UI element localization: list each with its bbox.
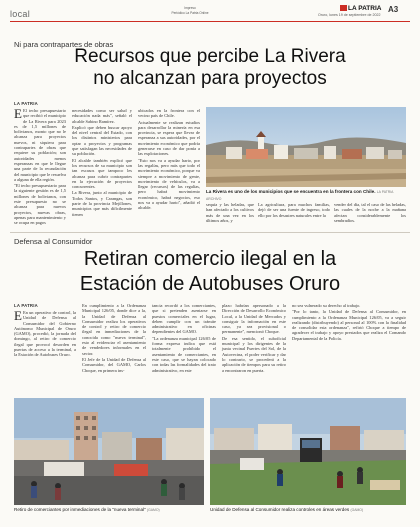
article2-column-3 [152, 303, 216, 394]
article2-photo1-caption [14, 507, 204, 514]
article1-photo-caption [206, 189, 406, 202]
masthead-center [170, 6, 210, 15]
article1-col1-p1-text: El techo presupuestario que recibió el municipio de La Rivera para 2023 es de 1,5 millones de bolivianos, monto que no le alcanza para proyectos nuevos, ni siquiera para contrapartes de obras que requiere su población; son autoridades menos esperanzas en que le llegue una parte de la recaudación del municipio que le resuelva a alguna de ella región. [14, 108, 66, 182]
terminal-street-image [14, 398, 204, 505]
article1-kicker: Ni para contrapartes de obras [14, 40, 114, 49]
article2-col4-p1: plazo habrían apersonado a la Dirección de Desarrollo Económico Local, a la Unidad de Mercados y consiguir la información en este caso, ya sea provisional o permanente", mencionó Choque. [222, 303, 286, 335]
article1-col3-p1: ubicados en la frontera con el vecino país de Chile. [138, 108, 200, 119]
article2-col5-p2: "Por lo tanto, la Unidad de Defensa al Consumidor, en cumplimiento a la Ordenanza Municipal 126/05, va a seguir realizando (distribuyendo) al personal al 100% con la finalidad de consolidar esta ordenanza", refirió Choque a tiempo de agradecer el trabajo y apoyo prestados que realiza el Comando Departamental de la Policía. [292, 309, 406, 341]
article2-col1-p1 [14, 310, 76, 358]
article1-column-5 [334, 202, 406, 228]
article1-column-2 [72, 108, 132, 220]
article2-col3-p1: tancia recordó a los comerciantes, que si pretenden asentarse en puestos comerciales en el lugar, deben cumplir con un trámite administrativo en oficinas dependientes del GAMO. [152, 303, 216, 335]
article1-col2-p3: El alcalde también explicó que los recursos de su municipio son tan escasos que tampoco les alcanza para cubrir contrapartes en la ejecución de proyectos concurrentes. [72, 157, 132, 190]
article2-headline [10, 247, 410, 297]
masthead-line-2: Periódico La Patria Online [171, 10, 209, 15]
article1-col2-p4: La Rivera, junto al municipio de Todos Santos, y Carangas, son parte de la provincia Mejillones, municipios que más difícilmente tienen [72, 190, 132, 217]
article2-column-1 [14, 310, 76, 394]
article1-col2-p2: Explicó que deben buscar apoyo del nivel central del Estado, con los distintos ministerios para optar a proyectos y programas que satisfagan las necesidades de su población. [72, 124, 132, 157]
article1-caption-text: La Rivera es uno de los municipios que se encuentra en la frontera con Chile. [206, 189, 376, 194]
article2-column-5 [292, 303, 406, 394]
article2-column-2 [82, 303, 146, 394]
article2-photo2-caption-text: Unidad de Defensa al Consumidor realiza controles en áreas verdes [210, 507, 350, 512]
article2-photo-2 [210, 398, 406, 505]
article1-col4-p1: La agricultura, para muchos familias, dejó de ser una fuente de ingreso, todo ello por los desastres naturales entre la [258, 202, 330, 218]
article1-column-4 [258, 202, 330, 228]
brand-name: LA PATRIA [348, 5, 382, 12]
header-rule [10, 21, 410, 22]
article2-photo1-caption-text: Retiro de comerciantes por inmediaciones de la "nueva terminal" [14, 507, 146, 512]
article2-photo2-caption [210, 507, 406, 514]
article2-photo2-credit: (GAMO) [350, 508, 364, 512]
article2-col3-p2: "La ordenanza municipal 126/05 de forma expresa indica que está totalmente prohibido el asentamiento de comerciantes, en este caso, que se hayan colocado con todas las formalidades del trato administrativo, en este [152, 335, 216, 373]
section-label: local [10, 9, 31, 19]
article1-headline-line1: Recursos que percibe La Rivera [74, 46, 346, 67]
brand-mark-icon [340, 5, 347, 11]
section-divider [10, 232, 410, 233]
article1-col5-p0: sequía y las heladas, que han afectado a los cultivos más de una vez en los últimos años, y [206, 202, 254, 223]
article1-col3-p2: Actualmente se realizan estudios para desarrollar la minería en esa provincia, se espera que llevar de esperanza a sus autoridades, por el movimiento económico que podría generarse en caso de dar ponía a las explotaciones. [138, 119, 200, 157]
article1-col5-p1: vender del día, tal el caso de las heladas, las cuales de la noche a la mañana afectan considerablemente los sembradíos. [334, 202, 406, 223]
article1-headline [10, 46, 410, 90]
article2-column-4 [222, 303, 286, 394]
masthead-line-1: Impreso [184, 6, 196, 10]
article1-headline-line2: no alcanzan para proyectos [93, 68, 327, 89]
article1-col2-p1: necesidades como ser salud y educación nada más", señaló el alcalde Sabino Ramírez. [72, 108, 132, 124]
article1-column-3 [138, 108, 200, 220]
article1-col3-p3: "Esto nos va a ayudar harto, por las regalías, pero más que todo el movimiento económico, porque va siempre a movimiento de gente, movimiento de vehículos, va a llegar (recursos) de las regalías, pero habrá movimiento económico, habrá negocios, eso nos va a ayudar harto", añadió el alcalde. [138, 157, 200, 211]
article2-col5-p1: no sea vulnerado su derecho al trabajo. [292, 303, 361, 308]
article2-photo1-credit: (GAMO) [146, 508, 160, 512]
article2-byline: LA PATRIA [14, 303, 38, 308]
article1-col1-p2: "El techo presupuestario para la siguiente gestión es de 1,5 millones de bolivianos, con este presupuesto no se alcanza para nuevos proyectos, nuevas obras, apenas para mantenimiento y se ocupa en pagos [14, 183, 66, 226]
article1-col1-p1 [14, 108, 66, 182]
town-landscape-image [206, 107, 406, 187]
article2-col4-p2: De esa sentido, el subofícial municipal y los dirigentes de la junta vecinal Fuertes del Sol, de la Autovecina, el poder verificar y dar lo contrario, se procederá a la aplicación de tiempos para su retiro a encontraron en puerta. [222, 335, 286, 373]
green-area-image [210, 398, 406, 505]
issue-date: Oruro, lunes 19 de septiembre de 2022 [318, 13, 381, 17]
article2-dropcap: E [14, 308, 22, 323]
article1-caption-credit: LA PATRIA ARCHIVO [206, 190, 394, 201]
article2-headline-line1: Retiran comercio ilegal en la [83, 248, 337, 270]
article2-kicker: Defensa al Consumidor [14, 237, 93, 246]
article2-col2-p1: En cumplimiento a la Ordenanza Municipal 126/05, donde dice a la, la Unidad de Defensa al Consumidor realiza los operativos de control y retiro de comercio ilegal en inmediaciones de la conocida como "nueva terminal", esto al evidenciar el asentamiento de vendedores informales en el sector. [82, 303, 146, 356]
article1-photo [206, 107, 406, 187]
page-number: A3 [388, 5, 399, 14]
brand-logo [340, 5, 381, 12]
article1-dropcap: E [14, 106, 22, 121]
article2-photo-1 [14, 398, 204, 505]
article2-col1-p1-text: En un operativo de control, la Unidad de Defensa al Consumidor del Gobierno Autónomo Municipal de Oruro (GAMO), procedió, la jornada del domingo, al retiro de comercio ilegal que provocó desorden en puertas de acceso a la terminal, a la Estación de Autobuses Oruro. [14, 310, 76, 358]
article1-byline: LA PATRIA [14, 101, 38, 106]
article2-col2-p2: El Jefe de la Unidad de Defensa al Consumidor, del GAMO, Carlos Choque, en primera ins- [82, 356, 146, 373]
article2-headline-line2: Estación de Autobuses Oruro [79, 273, 341, 295]
article1-column-5b [206, 202, 254, 228]
article1-column-1 [14, 106, 66, 226]
